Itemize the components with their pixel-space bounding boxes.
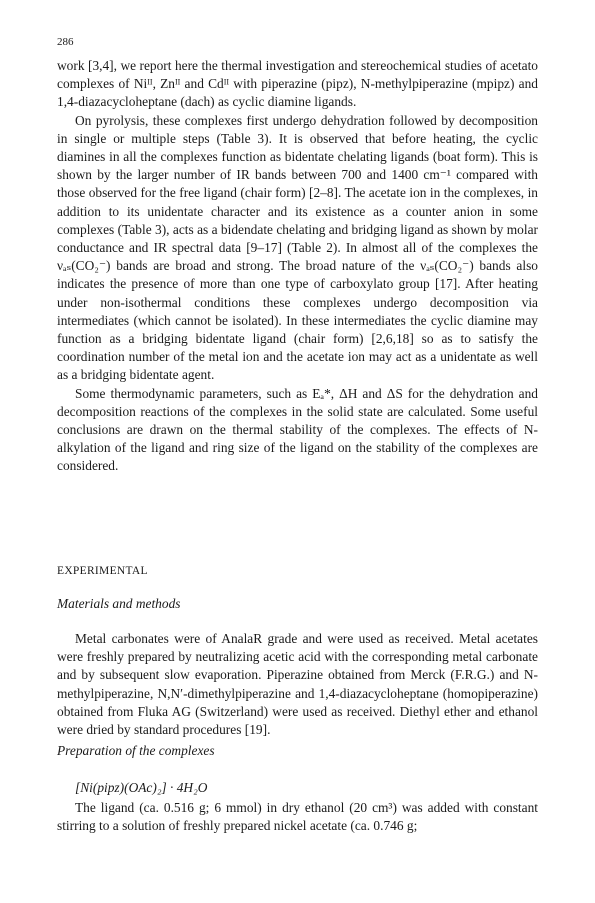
page-number: 286: [57, 36, 74, 48]
subsection-heading-materials: Materials and methods: [57, 596, 181, 611]
materials-paragraph: Metal carbonates were of AnalaR grade and were used as received. Metal acetates were freshly prepared by neutralizing acetic acid with the corresponding metal carbonate and by subsequent slow evaporation. Piperazine obtained from Merck (F.R.G.) and N-methylpiperazine, N,N′-dimethylpiperazine and 1,4-diazacycloheptane (homopiperazine) obtained from Fluka AG (Switzerland) were used as received. Diethyl ether and ethanol were dried by standard procedures [19].: [57, 631, 538, 738]
intro-text: [57, 57, 538, 476]
preparation-text: [57, 799, 538, 835]
section-heading-experimental: EXPERIMENTAL: [57, 565, 148, 577]
preparation-paragraph: The ligand (ca. 0.516 g; 6 mmol) in dry ethanol (20 cm³) was added with constant stirring to a solution of freshly prepared nickel acetate (ca. 0.746 g;: [57, 800, 538, 834]
subsection-heading-preparation: Preparation of the complexes: [57, 743, 215, 758]
intro-paragraph-3: Some thermodynamic parameters, such as Eₐ*, ΔH and ΔS for the dehydration and decomposition reactions of the complexes in the solid state are calculated. Some useful conclusions are drawn on the thermal stability of the complexes. The effects of N-alkylation of the ligand and ring size of the ligand on the stability of the complexes are considered.: [57, 385, 538, 474]
intro-paragraph-1: work [3,4], we report here the thermal investigation and stereochemical studies of acetato complexes of Niᴵᴵ, Znᴵᴵ and Cdᴵᴵ with piperazine (pipz), N-methylpiperazine (mpipz) and 1,4-diazacycloheptane (dach) as cyclic diamine ligands.: [57, 58, 538, 110]
compound-heading: [Ni(pipz)(OAc)₂] · 4H₂O: [75, 780, 208, 795]
intro-paragraph-2: On pyrolysis, these complexes first undergo dehydration followed by decomposition in single or multiple steps (Table 3). It is observed that before heating, the cyclic diamines in all the complexes function as bidentate chelating ligands (boat form). This is shown by the larger number of IR bands between 700 and 1400 cm⁻¹ compared with those observed for the free ligand (chair form) [2–8]. The acetate ion in the complexes, in addition to its unidentate character and its existence as a counter anion in some complexes (Table 3), acts as a bidendate chelating and bridging ligand as shown by molar conductance and IR spectral data [9–17] (Table 2). In almost all of the complexes the νₐₛ(CO₂⁻) bands are broad and strong. The broad nature of the νₐₛ(CO₂⁻) bands also indicates the presence of more than one type of carboxylato group [17]. After heating under non-isothermal conditions these complexes undergo decomposition via intermediates (which cannot be isolated). In these intermediates the cyclic diamine may function as a bridging bidentate ligand (chair form) [2,6,18] so as to satisfy the coordination number of the metal ion and the acetate ion may act as a unidentate as well as a bridging bidentate agent.: [57, 112, 538, 383]
materials-text: [57, 630, 538, 739]
